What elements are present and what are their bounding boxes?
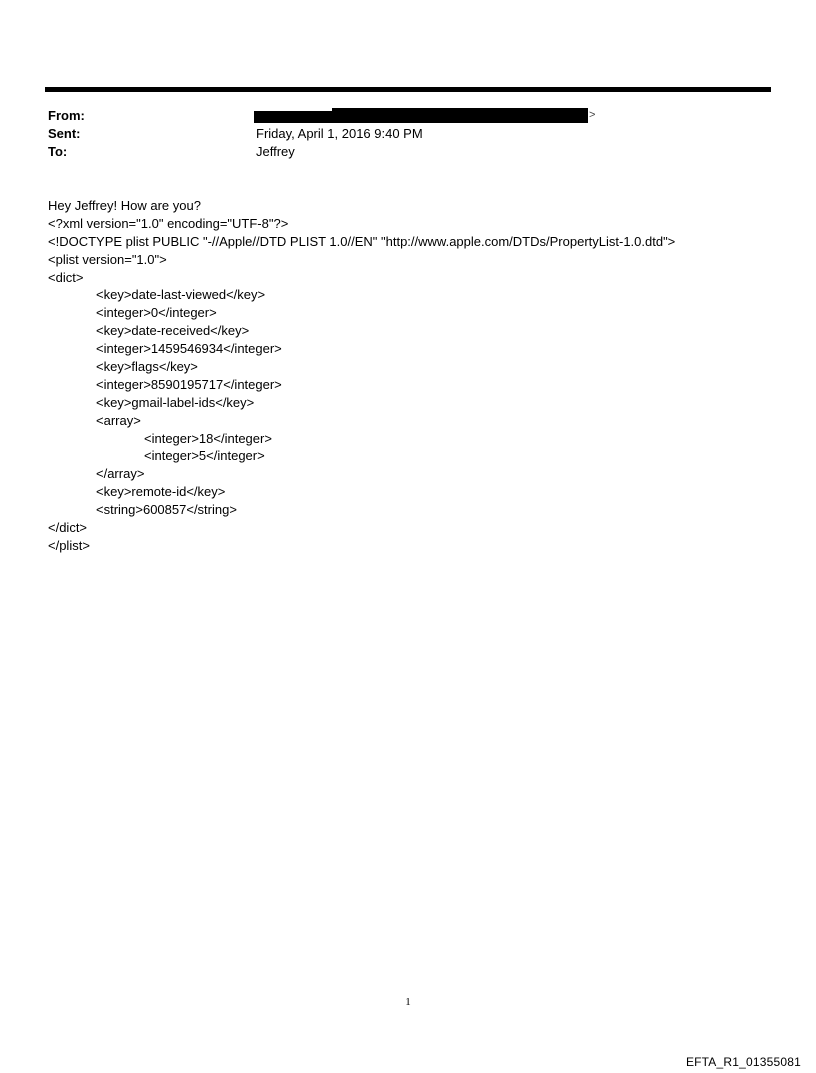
body-line: <key>flags</key> [96,359,198,375]
from-label: From: [48,108,85,123]
body-line: <integer>0</integer> [96,305,217,321]
sent-label: Sent: [48,126,81,141]
body-line: <integer>8590195717</integer> [96,376,282,392]
body-line: <integer>18</integer> [144,430,272,446]
email-body [48,197,788,555]
body-line: <key>remote-id</key> [96,484,226,500]
body-line: <key>gmail-label-ids</key> [96,394,255,410]
from-value-tail: > [589,109,596,121]
body-line: <integer>5</integer> [144,448,265,464]
body-line: <integer>1459546934</integer> [96,341,282,357]
to-value: Jeffrey [256,144,295,159]
body-line: <plist version="1.0"> [48,251,167,267]
body-line: <dict> [48,269,84,285]
body-line: <key>date-last-viewed</key> [96,287,266,303]
body-line: <?xml version="1.0" encoding="UTF-8"?> [48,215,289,231]
body-line: <!DOCTYPE plist PUBLIC "-//Apple//DTD PLIST 1.0//EN" "http://www.apple.com/DTDs/PropertyList-1.0.dtd"> [48,233,676,249]
redaction-notch [254,108,332,111]
body-line: </dict> [48,520,88,536]
sent-value: Friday, April 1, 2016 9:40 PM [256,126,423,141]
body-line: <key>date-received</key> [96,323,250,339]
document-id: EFTA_R1_01355081 [685,1055,801,1069]
body-line: </plist> [48,537,90,553]
to-label: To: [48,144,68,159]
body-line: Hey Jeffrey! How are you? [48,198,201,213]
page-number: 1 [405,996,411,1008]
body-line: <string>600857</string> [96,502,237,518]
body-line: <array> [96,412,141,428]
header-rule [45,87,771,92]
body-line: </array> [96,466,145,482]
